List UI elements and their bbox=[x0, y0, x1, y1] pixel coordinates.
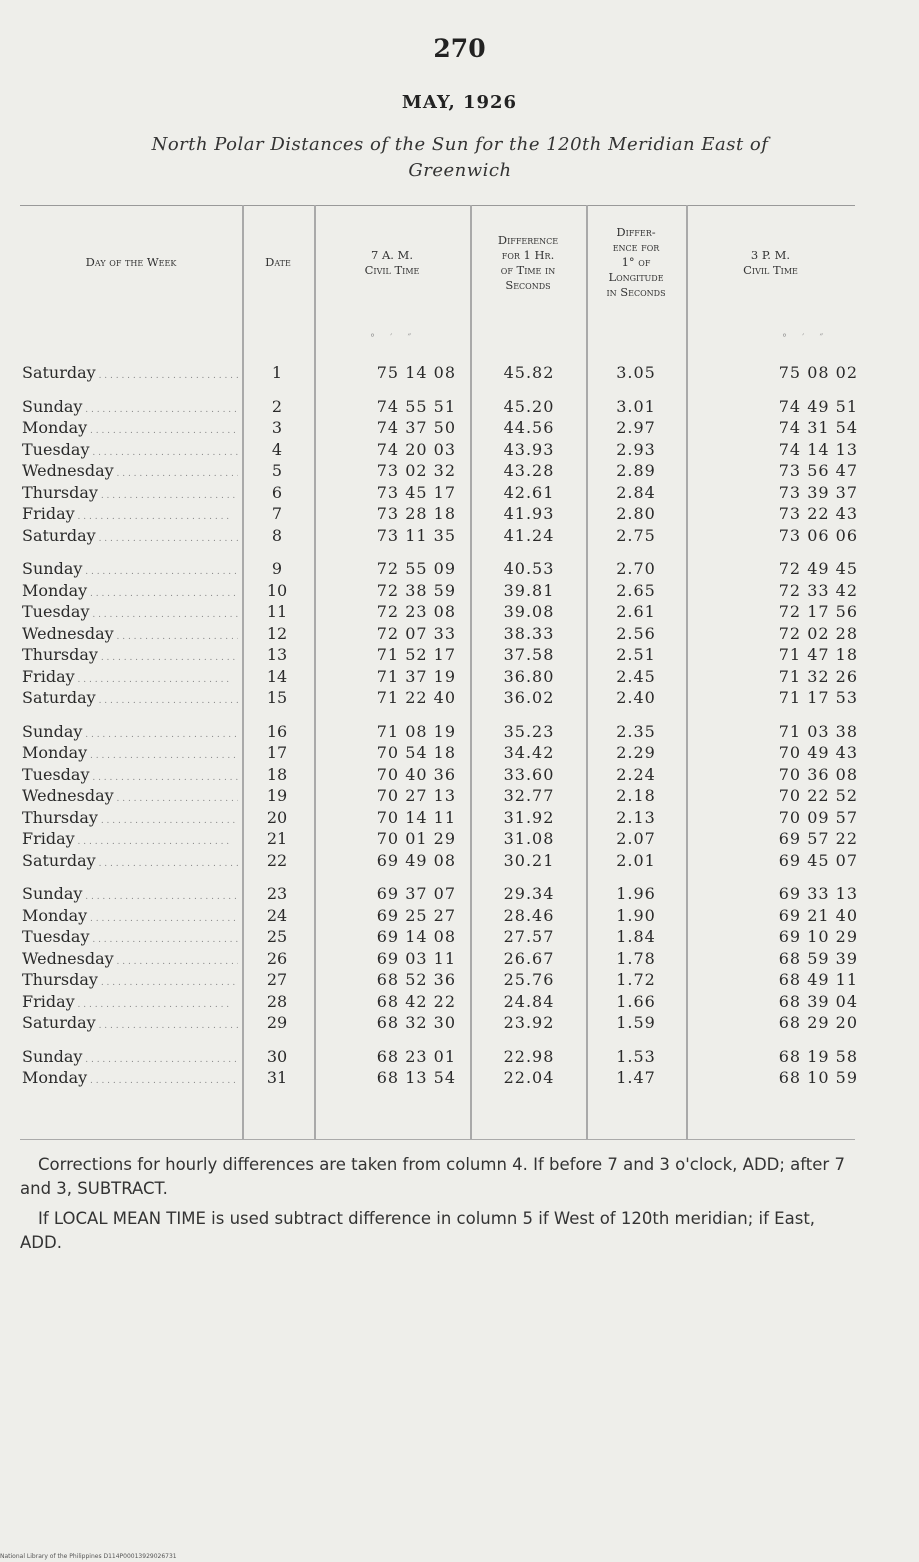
library-credit: National Library of the Philippines D114P00013929026731 bbox=[0, 1553, 177, 1560]
subtitle-line-2: Greenwich bbox=[408, 160, 512, 181]
day-cell: Thursday . . . bbox=[22, 808, 238, 827]
table-body bbox=[20, 363, 858, 1102]
day-cell: Friday . . . bbox=[22, 992, 238, 1011]
longitude-difference-cell: 2.45 bbox=[616, 666, 656, 686]
longitude-difference-cell: 1.53 bbox=[616, 1046, 656, 1066]
header-date: Date bbox=[265, 255, 291, 269]
pm-time-cell: 74 14 13 bbox=[778, 439, 858, 459]
day-cell: Monday . . . bbox=[22, 581, 238, 600]
hourly-difference-cell: 43.93 bbox=[503, 439, 555, 459]
longitude-difference-cell: 2.65 bbox=[616, 580, 656, 600]
day-cell: Sunday . . . bbox=[22, 722, 238, 741]
table-row bbox=[20, 807, 858, 830]
longitude-difference-cell: 1.96 bbox=[616, 884, 656, 903]
longitude-difference-cell: 2.35 bbox=[616, 721, 656, 741]
pm-time-cell: 69 10 29 bbox=[778, 927, 858, 946]
day-cell: Sunday . . . bbox=[22, 1047, 238, 1066]
day-cell: Friday . . . bbox=[22, 829, 238, 848]
day-cell: Friday . . . bbox=[22, 504, 238, 523]
date-cell: 17 bbox=[266, 743, 288, 762]
longitude-difference-cell: 2.61 bbox=[616, 602, 656, 621]
day-cell: Saturday . . . bbox=[22, 688, 238, 707]
date-cell: 29 bbox=[266, 1013, 288, 1032]
pm-time-cell: 73 06 06 bbox=[778, 525, 858, 545]
day-cell: Wednesday . . . bbox=[22, 786, 238, 805]
week-group bbox=[20, 884, 858, 1035]
date-cell: 5 bbox=[271, 461, 283, 480]
am-time-cell: 70 27 13 bbox=[376, 786, 456, 805]
am-time-cell: 71 37 19 bbox=[376, 666, 456, 686]
pm-time-cell: 70 36 08 bbox=[778, 764, 858, 784]
am-time-cell: 73 28 18 bbox=[376, 504, 456, 523]
longitude-difference-cell: 2.70 bbox=[616, 559, 656, 578]
am-time-cell: 73 11 35 bbox=[376, 525, 456, 545]
table-row bbox=[20, 1046, 858, 1069]
hourly-difference-cell: 41.93 bbox=[503, 504, 555, 523]
table-row bbox=[20, 418, 858, 440]
am-time-cell: 72 38 59 bbox=[376, 580, 456, 600]
pm-time-cell: 69 45 07 bbox=[778, 850, 858, 870]
am-time-cell: 69 03 11 bbox=[376, 948, 456, 968]
day-cell: Sunday . . . bbox=[22, 559, 238, 578]
am-time-cell: 72 07 33 bbox=[376, 623, 456, 643]
day-cell: Monday . . . bbox=[22, 418, 238, 437]
am-time-cell: 68 42 22 bbox=[376, 991, 456, 1011]
table-row bbox=[20, 721, 858, 744]
date-cell: 7 bbox=[271, 504, 283, 523]
week-group bbox=[20, 363, 858, 385]
am-time-cell: 68 52 36 bbox=[376, 970, 456, 989]
table-row bbox=[20, 482, 858, 505]
day-cell: Saturday . . . bbox=[22, 526, 238, 545]
pm-time-cell: 68 10 59 bbox=[778, 1068, 858, 1087]
hourly-difference-cell: 25.76 bbox=[503, 970, 555, 989]
table-row bbox=[20, 580, 858, 603]
hourly-difference-cell: 33.60 bbox=[503, 764, 555, 784]
pm-time-cell: 75 08 02 bbox=[778, 363, 858, 382]
day-cell: Thursday . . . bbox=[22, 970, 238, 989]
pm-time-cell: 68 49 11 bbox=[778, 970, 858, 989]
header-7am-civil-time: 7 A. M. Civil Time bbox=[364, 247, 420, 277]
longitude-difference-cell: 2.01 bbox=[616, 850, 656, 870]
longitude-difference-cell: 1.72 bbox=[616, 970, 656, 989]
am-time-cell: 69 49 08 bbox=[376, 850, 456, 870]
pm-time-cell: 73 39 37 bbox=[778, 482, 858, 502]
date-cell: 27 bbox=[266, 970, 288, 989]
hourly-difference-cell: 44.56 bbox=[503, 418, 555, 437]
date-cell: 18 bbox=[266, 764, 288, 784]
longitude-difference-cell: 2.93 bbox=[616, 439, 656, 459]
date-cell: 11 bbox=[266, 602, 288, 621]
day-cell: Friday . . . bbox=[22, 667, 238, 686]
pm-time-cell: 72 33 42 bbox=[778, 580, 858, 600]
longitude-difference-cell: 2.84 bbox=[616, 482, 656, 502]
hourly-difference-cell: 41.24 bbox=[503, 525, 555, 545]
pm-time-cell: 70 49 43 bbox=[778, 743, 858, 762]
week-group bbox=[20, 721, 858, 873]
table-row bbox=[20, 884, 858, 906]
table-row bbox=[20, 559, 858, 581]
hourly-difference-cell: 24.84 bbox=[503, 991, 555, 1011]
hourly-difference-cell: 39.81 bbox=[503, 580, 555, 600]
longitude-difference-cell: 3.01 bbox=[616, 396, 656, 416]
table-row bbox=[20, 764, 858, 787]
date-cell: 19 bbox=[266, 786, 288, 805]
pm-time-cell: 72 02 28 bbox=[778, 623, 858, 643]
hourly-difference-cell: 40.53 bbox=[503, 559, 555, 578]
day-cell: Monday . . . bbox=[22, 1068, 238, 1087]
date-cell: 22 bbox=[266, 850, 288, 870]
ephemeris-table bbox=[20, 205, 858, 1140]
hourly-difference-cell: 22.98 bbox=[503, 1046, 555, 1066]
day-cell: Wednesday . . . bbox=[22, 949, 238, 968]
date-cell: 9 bbox=[271, 559, 283, 578]
date-cell: 23 bbox=[266, 884, 288, 903]
hourly-difference-cell: 39.08 bbox=[503, 602, 555, 621]
date-cell: 2 bbox=[271, 396, 283, 416]
hourly-difference-cell: 42.61 bbox=[503, 482, 555, 502]
table-row bbox=[20, 743, 858, 765]
date-cell: 14 bbox=[266, 666, 288, 686]
hourly-difference-cell: 32.77 bbox=[503, 786, 555, 805]
pm-time-cell: 70 09 57 bbox=[778, 807, 858, 827]
date-cell: 6 bbox=[271, 482, 283, 502]
pm-time-cell: 71 03 38 bbox=[778, 721, 858, 741]
date-cell: 8 bbox=[271, 525, 283, 545]
am-time-cell: 70 40 36 bbox=[376, 764, 456, 784]
am-time-cell: 71 22 40 bbox=[376, 688, 456, 707]
table-row bbox=[20, 829, 858, 851]
table-row bbox=[20, 786, 858, 808]
day-cell: Saturday . . . bbox=[22, 851, 238, 870]
am-time-cell: 74 20 03 bbox=[376, 439, 456, 459]
longitude-difference-cell: 2.24 bbox=[616, 764, 656, 784]
hourly-difference-cell: 36.80 bbox=[503, 666, 555, 686]
longitude-difference-cell: 2.40 bbox=[616, 688, 656, 707]
table-row bbox=[20, 396, 858, 419]
pm-time-cell: 68 59 39 bbox=[778, 948, 858, 968]
pm-time-cell: 69 33 13 bbox=[778, 884, 858, 903]
table-row bbox=[20, 602, 858, 624]
date-cell: 4 bbox=[271, 439, 283, 459]
longitude-difference-cell: 2.51 bbox=[616, 645, 656, 664]
day-cell: Saturday . . . bbox=[22, 1013, 238, 1032]
longitude-difference-cell: 2.13 bbox=[616, 807, 656, 827]
hourly-difference-cell: 31.08 bbox=[503, 829, 555, 848]
day-cell: Thursday . . . bbox=[22, 645, 238, 664]
am-time-cell: 72 23 08 bbox=[376, 602, 456, 621]
am-time-cell: 70 01 29 bbox=[376, 829, 456, 848]
date-cell: 1 bbox=[271, 363, 283, 382]
longitude-difference-cell: 2.18 bbox=[616, 786, 656, 805]
day-cell: Tuesday . . . bbox=[22, 765, 238, 784]
am-time-cell: 72 55 09 bbox=[376, 559, 456, 578]
day-cell: Tuesday . . . bbox=[22, 602, 238, 621]
pm-time-cell: 73 22 43 bbox=[778, 504, 858, 523]
date-cell: 3 bbox=[271, 418, 283, 437]
page-number: 270 bbox=[433, 34, 486, 63]
date-cell: 21 bbox=[266, 829, 288, 848]
longitude-difference-cell: 1.59 bbox=[616, 1013, 656, 1032]
hourly-difference-cell: 31.92 bbox=[503, 807, 555, 827]
longitude-difference-cell: 2.80 bbox=[616, 504, 656, 523]
am-time-cell: 73 45 17 bbox=[376, 482, 456, 502]
longitude-difference-cell: 3.05 bbox=[616, 363, 656, 382]
day-cell: Sunday . . . bbox=[22, 884, 238, 903]
pm-time-cell: 70 22 52 bbox=[778, 786, 858, 805]
am-time-cell: 70 14 11 bbox=[376, 807, 456, 827]
hourly-difference-cell: 27.57 bbox=[503, 927, 555, 946]
date-cell: 10 bbox=[266, 580, 288, 600]
date-cell: 25 bbox=[266, 927, 288, 946]
footnote-hourly-corrections: Corrections for hourly differences are taken from column 4. If before 7 and 3 o'clock, ADD; after 7 and 3, SUBTRACT. bbox=[20, 1155, 845, 1198]
date-cell: 13 bbox=[266, 645, 288, 664]
table-row bbox=[20, 991, 858, 1014]
hourly-difference-cell: 38.33 bbox=[503, 623, 555, 643]
week-group bbox=[20, 1046, 858, 1090]
date-cell: 24 bbox=[266, 905, 288, 925]
longitude-difference-cell: 1.84 bbox=[616, 927, 656, 946]
am-time-cell: 69 14 08 bbox=[376, 927, 456, 946]
header-difference-per-hour: Difference for 1 Hr. of Time in Seconds bbox=[497, 232, 559, 292]
pm-time-cell: 72 49 45 bbox=[778, 559, 858, 578]
table-row bbox=[20, 439, 858, 462]
am-time-cell: 74 37 50 bbox=[376, 418, 456, 437]
table-row bbox=[20, 1013, 858, 1035]
table-row bbox=[20, 461, 858, 483]
table-row bbox=[20, 645, 858, 667]
table-row bbox=[20, 927, 858, 949]
date-cell: 28 bbox=[266, 991, 288, 1011]
pm-time-cell: 69 21 40 bbox=[778, 905, 858, 925]
longitude-difference-cell: 2.75 bbox=[616, 525, 656, 545]
units-am: ° ′ ″ bbox=[370, 333, 418, 344]
pm-time-cell: 71 17 53 bbox=[778, 688, 858, 707]
pm-time-cell: 71 47 18 bbox=[778, 645, 858, 664]
subtitle-line-1: North Polar Distances of the Sun for the 120th Meridian East of bbox=[151, 134, 769, 155]
table-row bbox=[20, 504, 858, 526]
pm-time-cell: 73 56 47 bbox=[778, 461, 858, 480]
hourly-difference-cell: 35.23 bbox=[503, 721, 555, 741]
am-time-cell: 71 52 17 bbox=[376, 645, 456, 664]
week-group bbox=[20, 396, 858, 548]
am-time-cell: 68 32 30 bbox=[376, 1013, 456, 1032]
day-cell: Monday . . . bbox=[22, 906, 238, 925]
table-row bbox=[20, 905, 858, 928]
am-time-cell: 68 13 54 bbox=[376, 1068, 456, 1087]
pm-time-cell: 68 19 58 bbox=[778, 1046, 858, 1066]
day-cell: Monday . . . bbox=[22, 743, 238, 762]
date-cell: 16 bbox=[266, 721, 288, 741]
date-cell: 15 bbox=[266, 688, 288, 707]
date-cell: 20 bbox=[266, 807, 288, 827]
table-row bbox=[20, 525, 858, 548]
pm-time-cell: 71 32 26 bbox=[778, 666, 858, 686]
hourly-difference-cell: 45.20 bbox=[503, 396, 555, 416]
longitude-difference-cell: 1.78 bbox=[616, 948, 656, 968]
longitude-difference-cell: 2.89 bbox=[616, 461, 656, 480]
date-cell: 12 bbox=[266, 623, 288, 643]
table-row bbox=[20, 1068, 858, 1090]
hourly-difference-cell: 23.92 bbox=[503, 1013, 555, 1032]
longitude-difference-cell: 2.29 bbox=[616, 743, 656, 762]
table-bottom-rule bbox=[20, 1139, 855, 1140]
am-time-cell: 71 08 19 bbox=[376, 721, 456, 741]
am-time-cell: 68 23 01 bbox=[376, 1046, 456, 1066]
longitude-difference-cell: 1.90 bbox=[616, 905, 656, 925]
table-subtitle bbox=[60, 132, 860, 184]
day-cell: Tuesday . . . bbox=[22, 440, 238, 459]
longitude-difference-cell: 2.97 bbox=[616, 418, 656, 437]
day-cell: Thursday . . . bbox=[22, 483, 238, 502]
day-cell: Wednesday . . . bbox=[22, 461, 238, 480]
hourly-difference-cell: 28.46 bbox=[503, 905, 555, 925]
units-pm: ° ′ ″ bbox=[782, 333, 830, 344]
table-row bbox=[20, 970, 858, 992]
longitude-difference-cell: 1.66 bbox=[616, 991, 656, 1011]
pm-time-cell: 74 49 51 bbox=[778, 396, 858, 416]
month-title: MAY, 1926 bbox=[401, 92, 518, 113]
pm-time-cell: 68 39 04 bbox=[778, 991, 858, 1011]
pm-time-cell: 72 17 56 bbox=[778, 602, 858, 621]
hourly-difference-cell: 37.58 bbox=[503, 645, 555, 664]
am-time-cell: 70 54 18 bbox=[376, 743, 456, 762]
am-time-cell: 69 37 07 bbox=[376, 884, 456, 903]
longitude-difference-cell: 1.47 bbox=[616, 1068, 656, 1087]
pm-time-cell: 74 31 54 bbox=[778, 418, 858, 437]
longitude-difference-cell: 2.56 bbox=[616, 623, 656, 643]
table-row bbox=[20, 623, 858, 646]
table-row bbox=[20, 850, 858, 873]
table-row bbox=[20, 363, 858, 385]
table-row bbox=[20, 688, 858, 710]
pm-time-cell: 68 29 20 bbox=[778, 1013, 858, 1032]
date-cell: 26 bbox=[266, 948, 288, 968]
am-time-cell: 74 55 51 bbox=[376, 396, 456, 416]
header-day-of-week: Day of the Week bbox=[85, 255, 177, 269]
am-time-cell: 75 14 08 bbox=[376, 363, 456, 382]
day-cell: Wednesday . . . bbox=[22, 624, 238, 643]
hourly-difference-cell: 26.67 bbox=[503, 948, 555, 968]
hourly-difference-cell: 34.42 bbox=[503, 743, 555, 762]
longitude-difference-cell: 2.07 bbox=[616, 829, 656, 848]
hourly-difference-cell: 43.28 bbox=[503, 461, 555, 480]
hourly-difference-cell: 22.04 bbox=[503, 1068, 555, 1087]
hourly-difference-cell: 29.34 bbox=[503, 884, 555, 903]
week-group bbox=[20, 559, 858, 710]
am-time-cell: 73 02 32 bbox=[376, 461, 456, 480]
day-cell: Sunday . . . bbox=[22, 397, 238, 416]
day-cell: Saturday . . . bbox=[22, 363, 238, 382]
date-cell: 31 bbox=[266, 1068, 288, 1087]
pm-time-cell: 69 57 22 bbox=[778, 829, 858, 848]
am-time-cell: 69 25 27 bbox=[376, 905, 456, 925]
day-cell: Tuesday . . . bbox=[22, 927, 238, 946]
hourly-difference-cell: 45.82 bbox=[503, 363, 555, 382]
table-row bbox=[20, 948, 858, 971]
header-difference-longitude: Differ- ence for 1° of Longitude in Seconds bbox=[606, 225, 666, 299]
table-row bbox=[20, 666, 858, 689]
hourly-difference-cell: 36.02 bbox=[503, 688, 555, 707]
date-cell: 30 bbox=[266, 1046, 288, 1066]
header-3pm-civil-time: 3 P. M. Civil Time bbox=[743, 247, 798, 277]
hourly-difference-cell: 30.21 bbox=[503, 850, 555, 870]
footnote-local-mean-time: If LOCAL MEAN TIME is used subtract difference in column 5 if West of 120th meridian; if East, ADD. bbox=[20, 1209, 816, 1252]
